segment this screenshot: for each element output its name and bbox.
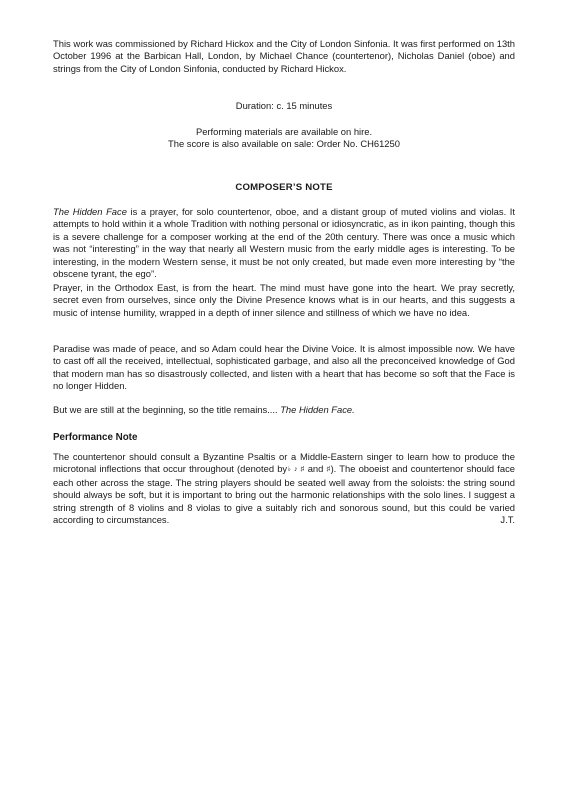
paragraph-4-text: But we are still at the beginning, so the title remains.... xyxy=(53,404,281,415)
composers-note-paragraph-1 xyxy=(53,206,515,280)
work-title-closing: The Hidden Face. xyxy=(280,404,355,415)
performance-note-text-2: ). The oboeist and countertenor should face each other across the stage. The string players should be seated well away from the soloists: the string sound should always be soft, but it is important to bring out the harmonic relationships with the solo lines. I suggest a string strength of 8 violins and 8 violas to give a suitably rich and sonorous sound, but this could be varied according to circumstances. xyxy=(53,463,515,526)
paragraph-1-text: is a prayer, for solo countertenor, oboe, and a distant group of muted violins and violas. It attempts to hold within it a whole Tradition with nothing personal or idiosyncratic, as in ikon painting, though this is a severe challenge for a composer working at the end of the 20th century. There was once a music which was not “interesting” in the way that nearly all Western music from the early middle ages is interesting. To be interesting, in the modern Western sense, it must be not only created, but made even more interesting by “the obscene tyrant, the ego”. xyxy=(53,206,515,280)
microtone-symbols: ♭ ♪ ♯ xyxy=(287,466,305,474)
commission-text: This work was commissioned by Richard Hickox and the City of London Sinfonia. It was first performed on 13th October 1996 at the Barbican Hall, London, by Michael Chance (countertenor), Nicholas Daniel (oboe) and strings from the City of London Sinfonia, conducted by Richard Hickox. xyxy=(53,38,515,74)
composers-note-paragraph-2: Prayer, in the Orthodox East, is from the heart. The mind must have gone into the heart. We pray secretly, secret even from ourselves, since only the Divine Presence knows what is in our hearts, and this suggests a music of intense humility, wrapped in a depth of inner silence and stillness of which we have no idea. xyxy=(53,282,515,318)
performance-note-heading: Performance Note xyxy=(53,432,138,443)
performance-note-text-1: The countertenor should consult a Byzantine Psaltis or a Middle-Eastern singer to learn how to produce the microtonal inflections that occur throughout (denoted by xyxy=(53,451,515,475)
commission-paragraph xyxy=(53,38,515,75)
duration-line: Duration: c. 15 minutes xyxy=(235,100,333,111)
hire-line: Performing materials are available on hire. xyxy=(195,126,373,137)
composers-note-paragraph-3: Paradise was made of peace, and so Adam could hear the Divine Voice. It is almost impossible now. We have to cast off all the received, intellectual, sophisticated garbage, and also all the preconceived knowledge of God that modern man has so disastrously collected, and listen with a heart that has become so soft that the Face is no longer Hidden. xyxy=(53,343,515,392)
sale-line: The score is also available on sale: Order No. CH61250 xyxy=(168,138,400,149)
symbol-conjunction: and xyxy=(307,463,324,475)
composers-note-heading: COMPOSER’S NOTE xyxy=(235,182,333,193)
composers-note-paragraph-4 xyxy=(53,404,515,416)
work-title: The Hidden Face xyxy=(53,206,127,217)
signature: J.T. xyxy=(500,514,515,525)
performance-note-paragraph: The countertenor should consult a Byzantine Psaltis or a Middle-Eastern singer to learn how to produce the microtonal inflections that occur throughout (denoted by♭ ♪ ♯ and ♯). The oboeist and countertenor should face each other across the stage. The string players should be seated well away from the soloists: the string sound should always be soft, but it is important to bring out the harmonic relationships with the solo lines. I suggest a string strength of 8 violins and 8 violas to give a suitably rich and sonorous sound, but this could be varied according to circumstances. xyxy=(53,451,515,526)
